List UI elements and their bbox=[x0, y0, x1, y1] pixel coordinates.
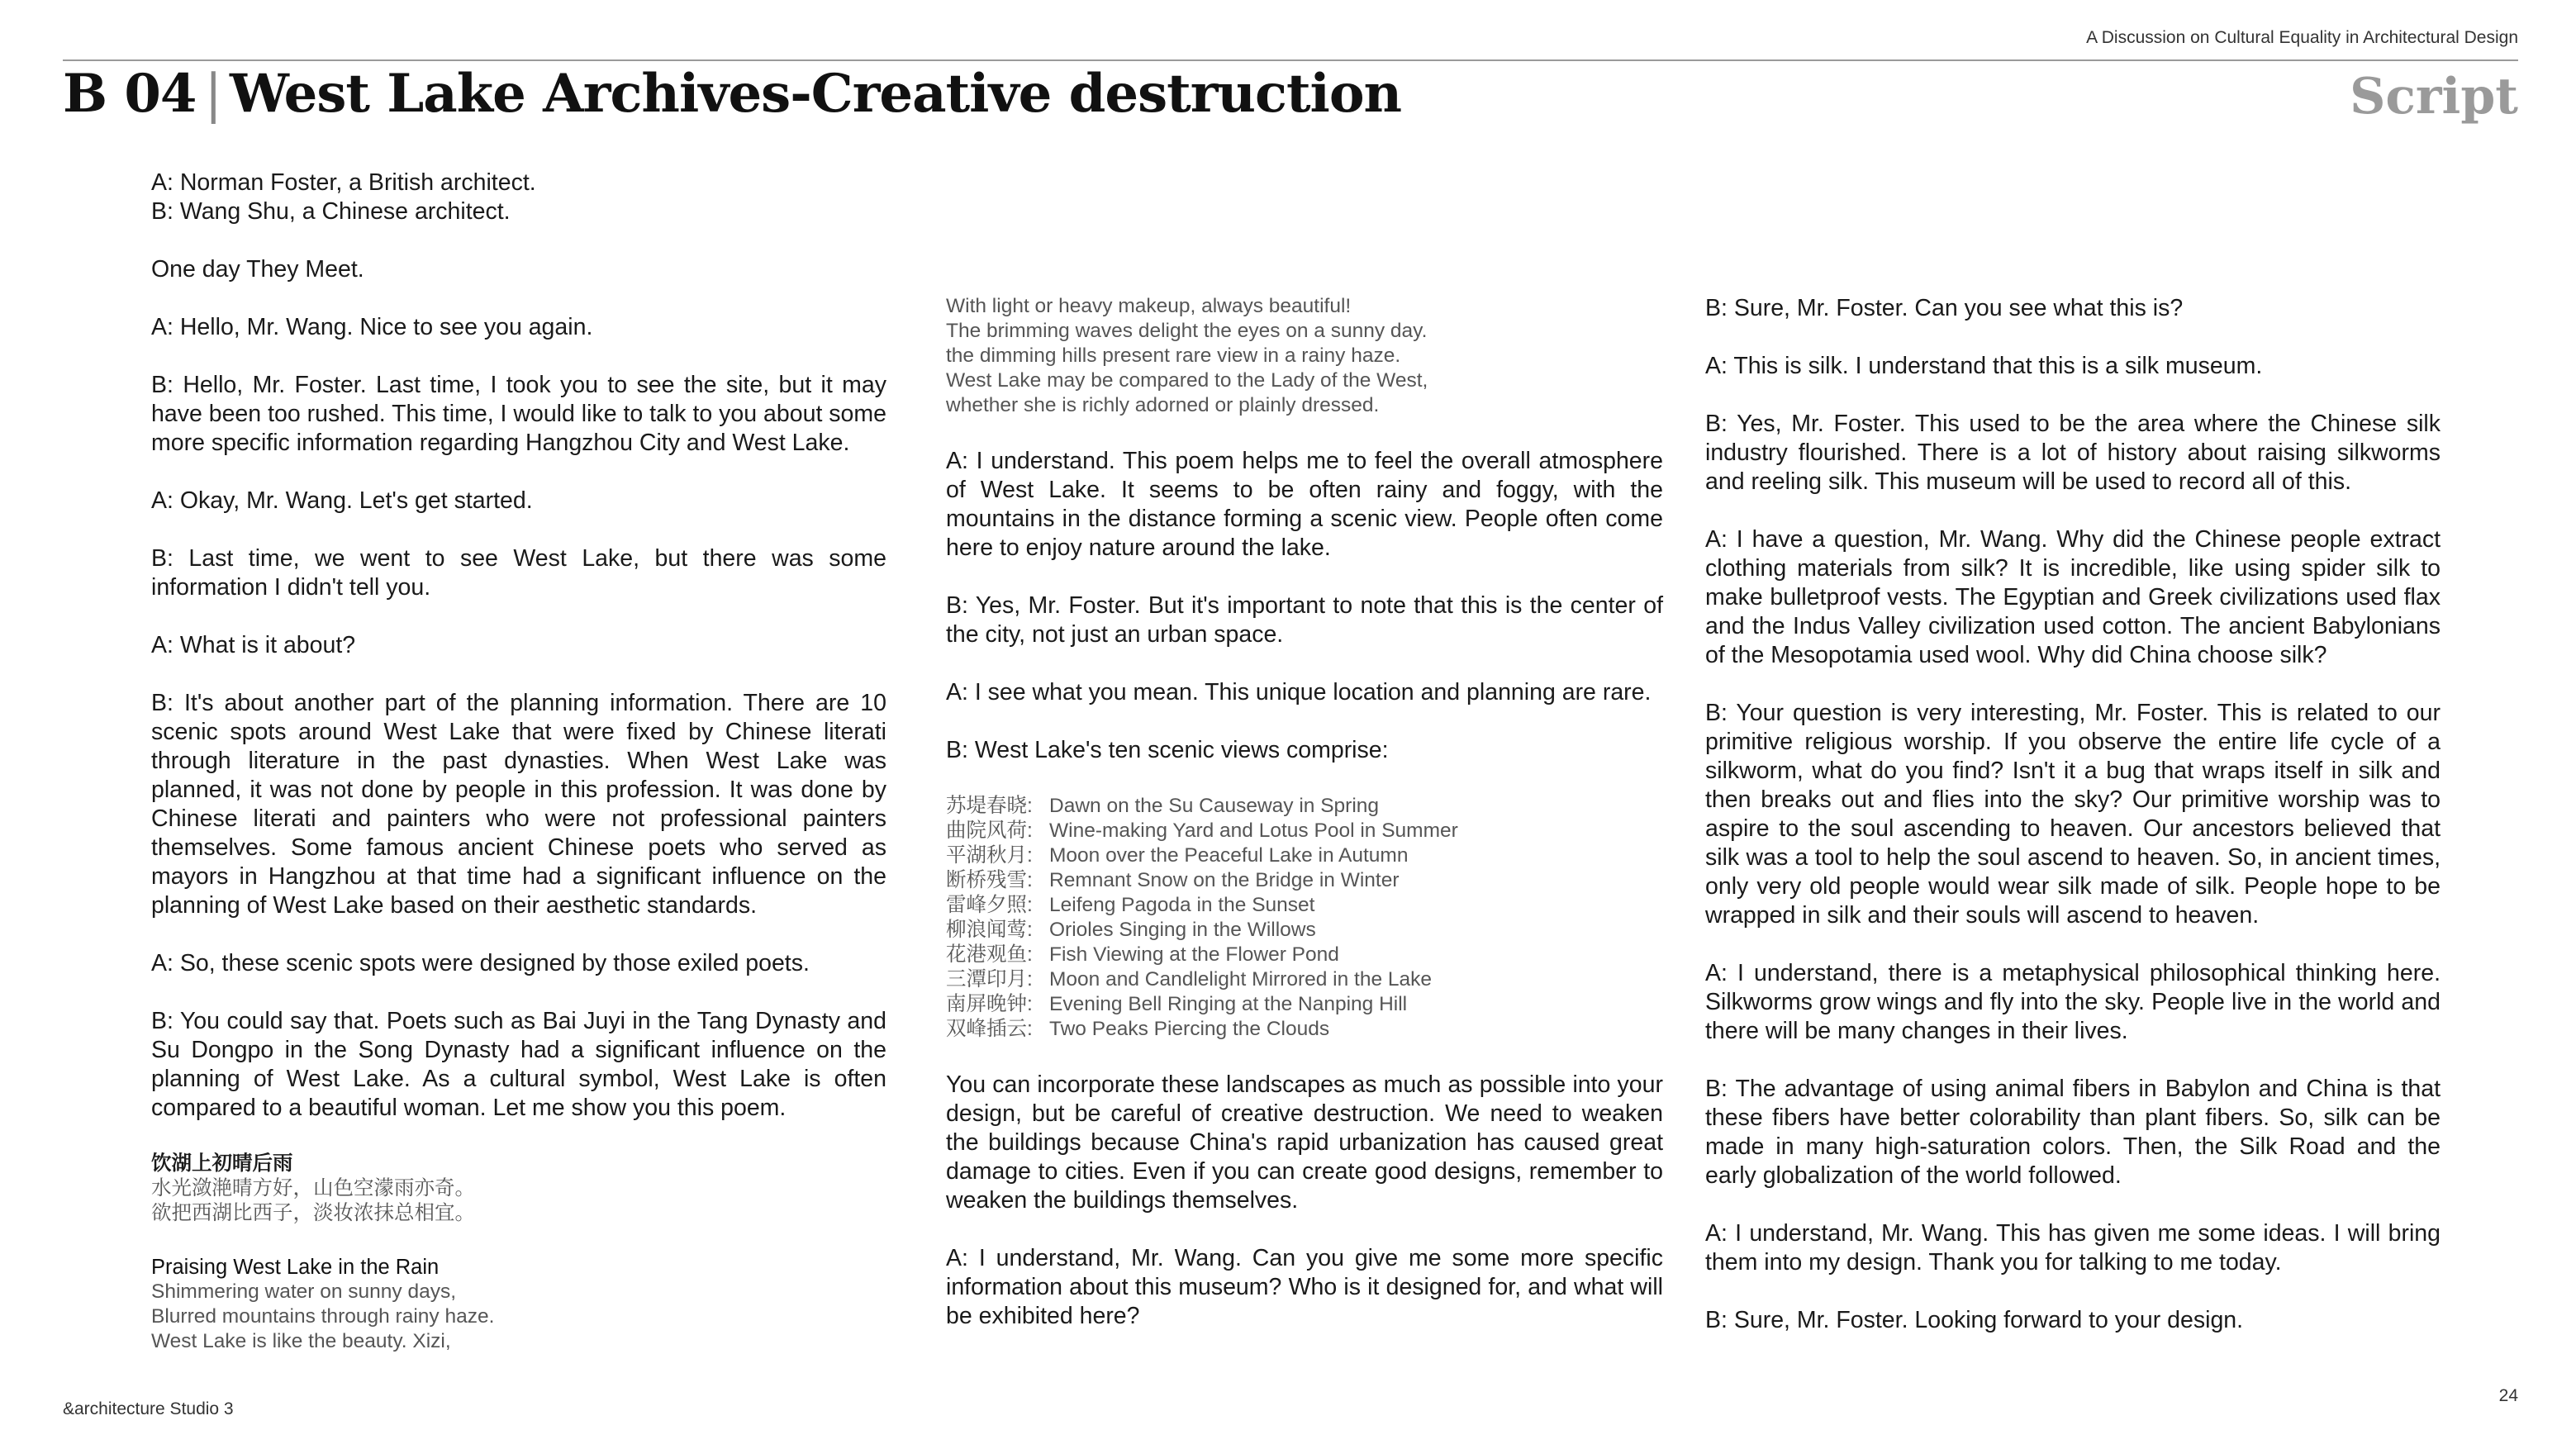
spot-chinese: 曲院风荷: bbox=[946, 820, 1033, 842]
dialogue-paragraph: B: Last time, we went to see West Lake, but there was some information I didn't tell you. bbox=[151, 545, 886, 601]
poem-chinese-line: 欲把西湖比西子，淡妆浓抹总相宜。 bbox=[151, 1202, 475, 1224]
scenic-spot-item bbox=[946, 794, 1663, 819]
poem-english-title: Praising West Lake in the Rain bbox=[151, 1256, 440, 1279]
dialogue-paragraph: A: I understand, Mr. Wang. This has given me some ideas. I will bring them into my design. Thank you for talking to me today. bbox=[1705, 1220, 2441, 1276]
scenic-spot-item bbox=[946, 918, 1663, 943]
poem-english-line: whether she is richly adorned or plainly dressed. bbox=[946, 394, 1380, 416]
poem-english-line: Blurred mountains through rainy haze. bbox=[151, 1305, 495, 1328]
title-separator: | bbox=[204, 64, 221, 125]
poem-english-line: The brimming waves delight the eyes on a sunny day. bbox=[946, 320, 1428, 342]
spot-chinese: 苏堤春晓: bbox=[946, 795, 1033, 817]
spot-chinese: 南屏晚钟: bbox=[946, 993, 1033, 1015]
dialogue-paragraph: B: Your question is very interesting, Mr. Foster. This is related to our primitive religious worship. If you observe the entire life cycle of a silkworm, what do you find? Isn't it a bug that wraps itself in silk and then breaks out and flies into the sky? Our primitive worship was to aspire to the soul ascending to heaven. Our ancestors believed that silk was a tool to help the soul ascend to heaven. So, in ancient times, only very old people would wear silk made of silk. People hope to be wrapped in silk and their souls will ascend to heaven. bbox=[1705, 700, 2441, 929]
character-intro bbox=[151, 169, 886, 226]
spot-english: Two Peaks Piercing the Clouds bbox=[1049, 1018, 1330, 1040]
dialogue-paragraph: A: What is it about? bbox=[151, 632, 356, 658]
dialogue-paragraph: A: This is silk. I understand that this is a silk museum. bbox=[1705, 353, 2263, 379]
poem-english-line: the dimming hills present rare view in a rainy haze. bbox=[946, 344, 1401, 367]
dialogue-paragraph: A: Hello, Mr. Wang. Nice to see you again. bbox=[151, 314, 593, 340]
dialogue-paragraph: B: You could say that. Poets such as Bai Juyi in the Tang Dynasty and Su Dongpo in the Song Dynasty had a significant influence on the planning of West Lake. As a cultural symbol, West Lake is often compared to a beautiful woman. Let me show you this poem. bbox=[151, 1008, 886, 1121]
poem-english-line: West Lake may be compared to the Lady of the West, bbox=[946, 369, 1428, 392]
poem-english-line: West Lake is like the beauty. Xizi, bbox=[151, 1330, 451, 1352]
document-subtitle: A Discussion on Cultural Equality in Architectural Design bbox=[2086, 28, 2518, 47]
scenic-spot-item bbox=[946, 893, 1663, 918]
poem-english-continued bbox=[946, 294, 1663, 418]
spot-english: Orioles Singing in the Willows bbox=[1049, 919, 1316, 941]
poem-english-line: Shimmering water on sunny days, bbox=[151, 1280, 457, 1303]
section-label: Script bbox=[2350, 68, 2518, 126]
studio-footer: &architecture Studio 3 bbox=[63, 1399, 234, 1418]
poem-english bbox=[151, 1255, 886, 1354]
intro-b: B: Wang Shu, a Chinese architect. bbox=[151, 198, 511, 225]
spot-chinese: 断桥残雪: bbox=[946, 869, 1033, 891]
dialogue-paragraph: A: I understand. This poem helps me to feel the overall atmosphere of West Lake. It seems to be often rainy and foggy, with the mountains in the distance forming a scenic view. People often come here to enjoy nature around the lake. bbox=[946, 448, 1663, 561]
spot-english: Fish Viewing at the Flower Pond bbox=[1049, 943, 1339, 966]
spot-english: Leifeng Pagoda in the Sunset bbox=[1049, 894, 1315, 916]
poem-chinese-title: 饮湖上初晴后雨 bbox=[151, 1152, 293, 1175]
page-title bbox=[63, 63, 1401, 125]
scenic-spots-list bbox=[946, 794, 1663, 1042]
spot-english: Moon and Candlelight Mirrored in the Lake bbox=[1049, 968, 1433, 991]
section-code: B 04 bbox=[63, 63, 197, 125]
page-number: 24 bbox=[2498, 1386, 2518, 1405]
scenic-spot-item bbox=[946, 943, 1663, 967]
spot-chinese: 雷峰夕照: bbox=[946, 894, 1033, 916]
poem-chinese-line: 水光潋滟晴方好，山色空濛雨亦奇。 bbox=[151, 1177, 475, 1200]
scenic-spot-item bbox=[946, 1017, 1663, 1042]
header-divider bbox=[63, 59, 2518, 61]
dialogue-paragraph: One day They Meet. bbox=[151, 256, 364, 283]
dialogue-paragraph: A: I understand, Mr. Wang. Can you give me some more specific information about this museum? Who is it designed for, and what will be exhibited here? bbox=[946, 1245, 1663, 1329]
scenic-spot-item bbox=[946, 843, 1663, 868]
title-text: West Lake Archives-Creative destruction bbox=[230, 63, 1402, 125]
scenic-spot-item bbox=[946, 868, 1663, 893]
spot-chinese: 平湖秋月: bbox=[946, 844, 1033, 867]
script-column-2 bbox=[946, 294, 1663, 1360]
dialogue-paragraph: B: It's about another part of the planning information. There are 10 scenic spots around West Lake that were fixed by Chinese literati through literature in the past dynasties. When West Lake was planned, it was not done by people in this profession. It was done by Chinese literati and painters who were not professional painters themselves. Some famous ancient Chinese poets who served as mayors in Hangzhou at that time had a significant influence on the planning of West Lake based on their aesthetic standards. bbox=[151, 690, 886, 919]
dialogue-paragraph: A: I understand, there is a metaphysical philosophical thinking here. Silkworms grow wings and fly into the sky. People live in the world and there will be many changes in their lives. bbox=[1705, 960, 2441, 1044]
dialogue-paragraph: B: Sure, Mr. Foster. Can you see what this is? bbox=[1705, 295, 2184, 321]
spot-english: Moon over the Peaceful Lake in Autumn bbox=[1049, 844, 1409, 867]
dialogue-paragraph: B: The advantage of using animal fibers in Babylon and China is that these fibers have better colorability than plant fibers. So, silk can be made in many high-saturation colors. Then, the Silk Road and the early globalization of the world followed. bbox=[1705, 1076, 2441, 1189]
intro-a: A: Norman Foster, a British architect. bbox=[151, 169, 536, 196]
poem-english-line: With light or heavy makeup, always beautiful! bbox=[946, 295, 1352, 317]
scenic-spot-item bbox=[946, 819, 1663, 843]
spot-english: Remnant Snow on the Bridge in Winter bbox=[1049, 869, 1400, 891]
script-column-3 bbox=[1705, 294, 2441, 1364]
spot-chinese: 花港观鱼: bbox=[946, 943, 1033, 966]
poem-chinese bbox=[151, 1152, 886, 1226]
spot-english: Evening Bell Ringing at the Nanping Hill bbox=[1049, 993, 1408, 1015]
dialogue-paragraph: B: Yes, Mr. Foster. But it's important to note that this is the center of the city, not just an urban space. bbox=[946, 592, 1663, 648]
dialogue-paragraph: B: Hello, Mr. Foster. Last time, I took you to see the site, but it may have been too rushed. This time, I would like to talk to you about some more specific information regarding Hangzhou City and West Lake. bbox=[151, 372, 886, 456]
dialogue-paragraph: B: Sure, Mr. Foster. Looking forward to your design. bbox=[1705, 1307, 2244, 1333]
dialogue-paragraph: A: I see what you mean. This unique location and planning are rare. bbox=[946, 679, 1652, 705]
spot-english: Dawn on the Su Causeway in Spring bbox=[1049, 795, 1380, 817]
scenic-spot-item bbox=[946, 992, 1663, 1017]
dialogue-paragraph: A: I have a question, Mr. Wang. Why did the Chinese people extract clothing materials from silk? It is incredible, like using spider silk to make bulletproof vests. The Egyptian and Greek civilizations used flax and the Indus Valley civilization used cotton. The ancient Babylonians of the Mesopotamia used wool. Why did China choose silk? bbox=[1705, 526, 2441, 668]
script-column-1 bbox=[151, 169, 886, 1354]
dialogue-paragraph: A: Okay, Mr. Wang. Let's get started. bbox=[151, 487, 533, 514]
spot-chinese: 三潭印月: bbox=[946, 968, 1033, 991]
dialogue-paragraph: You can incorporate these landscapes as much as possible into your design, but be careful of creative destruction. We need to weaken the buildings because China's rapid urbanization has caused great damage to cities. Even if you can create good designs, remember to weaken the buildings themselves. bbox=[946, 1071, 1663, 1214]
spot-english: Wine-making Yard and Lotus Pool in Summer bbox=[1049, 820, 1458, 842]
dialogue-paragraph: A: So, these scenic spots were designed by those exiled poets. bbox=[151, 950, 810, 976]
scenic-spot-item bbox=[946, 967, 1663, 992]
dialogue-paragraph: B: Yes, Mr. Foster. This used to be the area where the Chinese silk industry flourished. There is a lot of history about raising silkworms and reeling silk. This museum will be used to record all of this. bbox=[1705, 411, 2441, 495]
spot-chinese: 双峰插云: bbox=[946, 1018, 1033, 1040]
dialogue-paragraph: B: West Lake's ten scenic views comprise: bbox=[946, 737, 1389, 763]
spot-chinese: 柳浪闻莺: bbox=[946, 919, 1033, 941]
